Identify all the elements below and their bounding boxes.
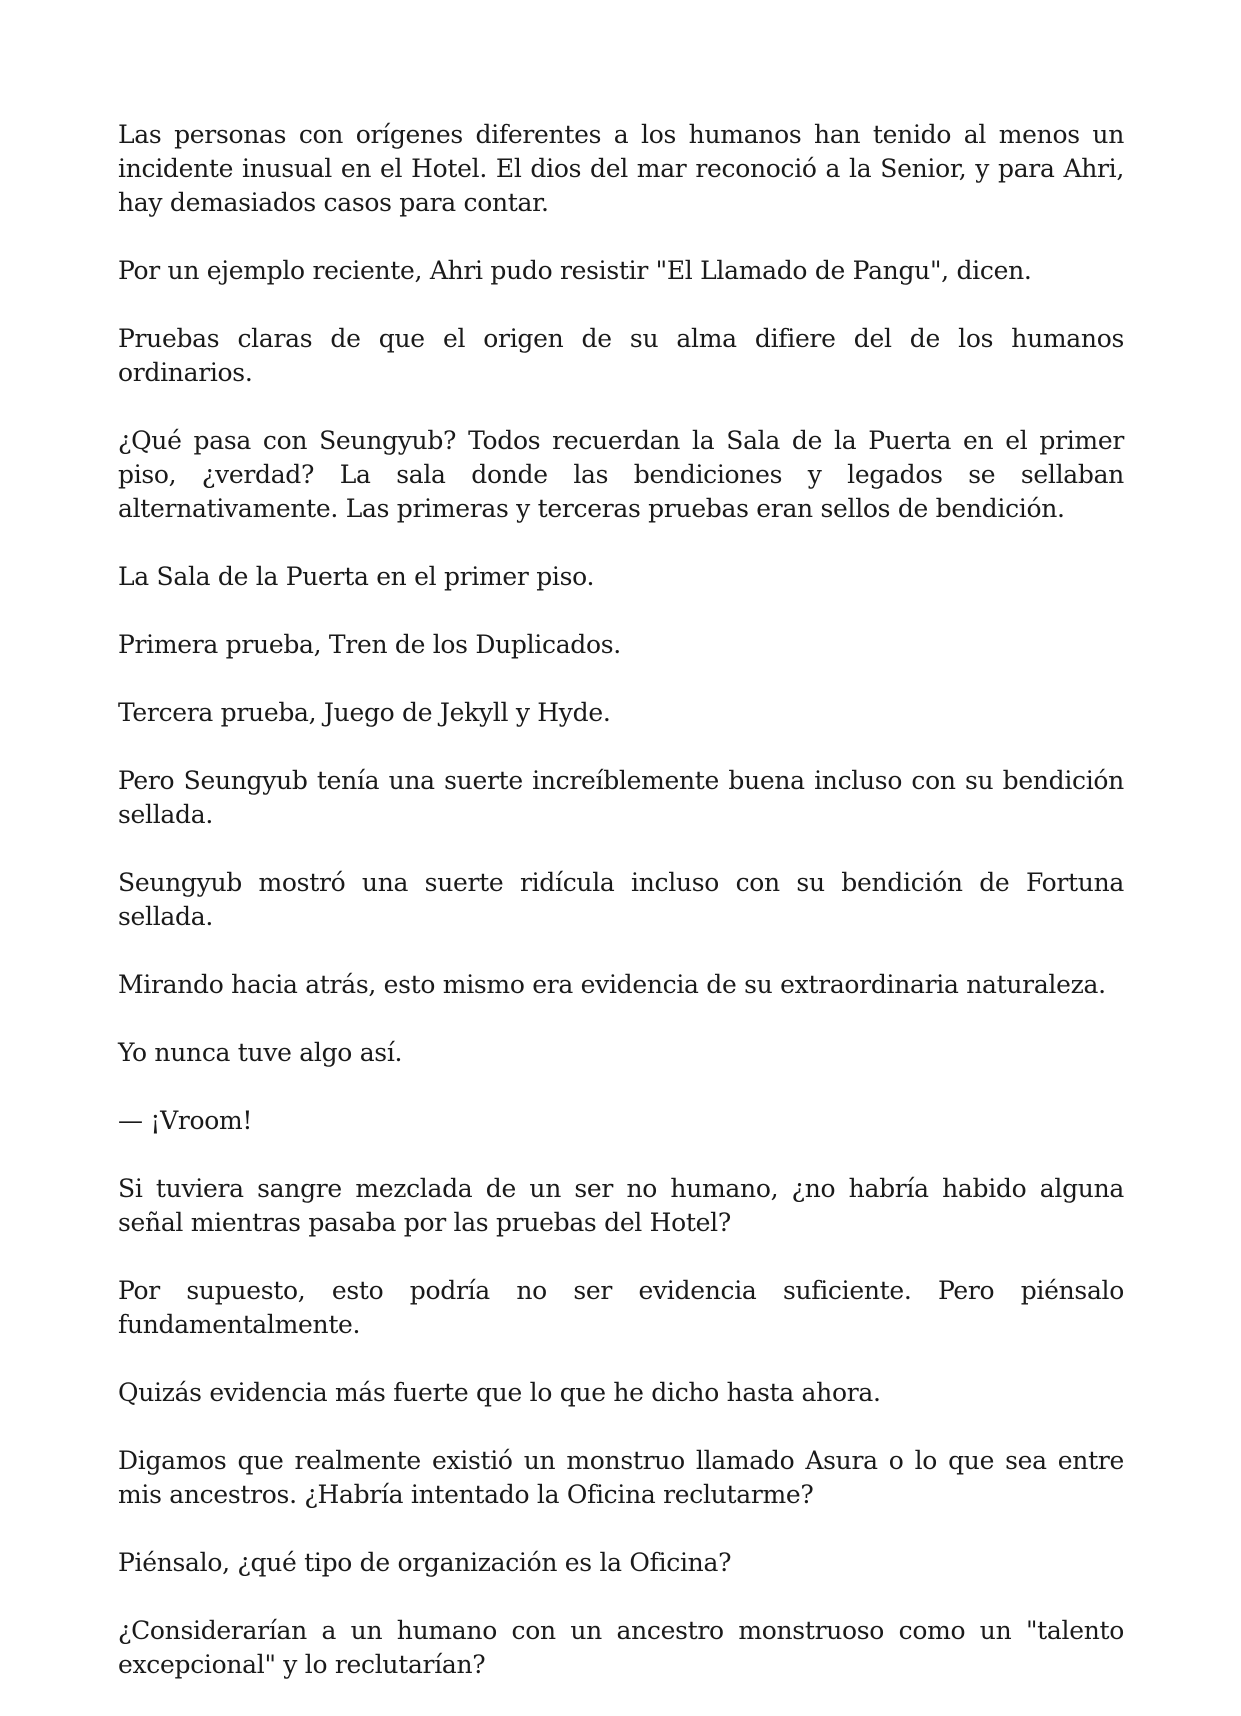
paragraph: Pruebas claras de que el origen de su alma difiere del de los humanos ordinarios. bbox=[118, 324, 1124, 387]
document-body bbox=[118, 118, 1124, 1716]
paragraph: Primera prueba, Tren de los Duplicados. bbox=[118, 630, 621, 659]
paragraph: La Sala de la Puerta en el primer piso. bbox=[118, 562, 595, 591]
paragraph: Mirando hacia atrás, esto mismo era evidencia de su extraordinaria naturaleza. bbox=[118, 970, 1106, 999]
paragraph: Por un ejemplo reciente, Ahri pudo resistir "El Llamado de Pangu", dicen. bbox=[118, 256, 1032, 285]
paragraph: Piénsalo, ¿qué tipo de organización es la Oficina? bbox=[118, 1548, 732, 1577]
paragraph: Yo nunca tuve algo así. bbox=[118, 1038, 403, 1067]
paragraph: Digamos que realmente existió un monstruo llamado Asura o lo que sea entre mis ancestros. ¿Habría intentado la Oficina reclutarme? bbox=[118, 1446, 1124, 1509]
paragraph: Seungyub mostró una suerte ridícula incluso con su bendición de Fortuna sellada. bbox=[118, 868, 1124, 931]
paragraph: ¿Considerarían a un humano con un ancestro monstruoso como un "talento excepcional" y lo reclutarían? bbox=[118, 1616, 1124, 1679]
paragraph: Tercera prueba, Juego de Jekyll y Hyde. bbox=[118, 698, 611, 727]
paragraph: Si tuviera sangre mezclada de un ser no humano, ¿no habría habido alguna señal mientras pasaba por las pruebas del Hotel? bbox=[118, 1174, 1124, 1237]
paragraph: Pero Seungyub tenía una suerte increíblemente buena incluso con su bendición sellada. bbox=[118, 766, 1124, 829]
paragraph: ¿Qué pasa con Seungyub? Todos recuerdan la Sala de la Puerta en el primer piso, ¿verdad? La sala donde las bendiciones y legados se sellaban alternativamente. Las primeras y terceras pruebas eran sellos de bendición. bbox=[118, 426, 1124, 523]
paragraph: Las personas con orígenes diferentes a los humanos han tenido al menos un incidente inusual en el Hotel. El dios del mar reconoció a la Senior, y para Ahri, hay demasiados casos para contar. bbox=[118, 120, 1124, 217]
paragraph: — ¡Vroom! bbox=[118, 1106, 253, 1135]
paragraph: Quizás evidencia más fuerte que lo que he dicho hasta ahora. bbox=[118, 1378, 881, 1407]
paragraph: Por supuesto, esto podría no ser evidencia suficiente. Pero piénsalo fundamentalmente. bbox=[118, 1276, 1124, 1339]
